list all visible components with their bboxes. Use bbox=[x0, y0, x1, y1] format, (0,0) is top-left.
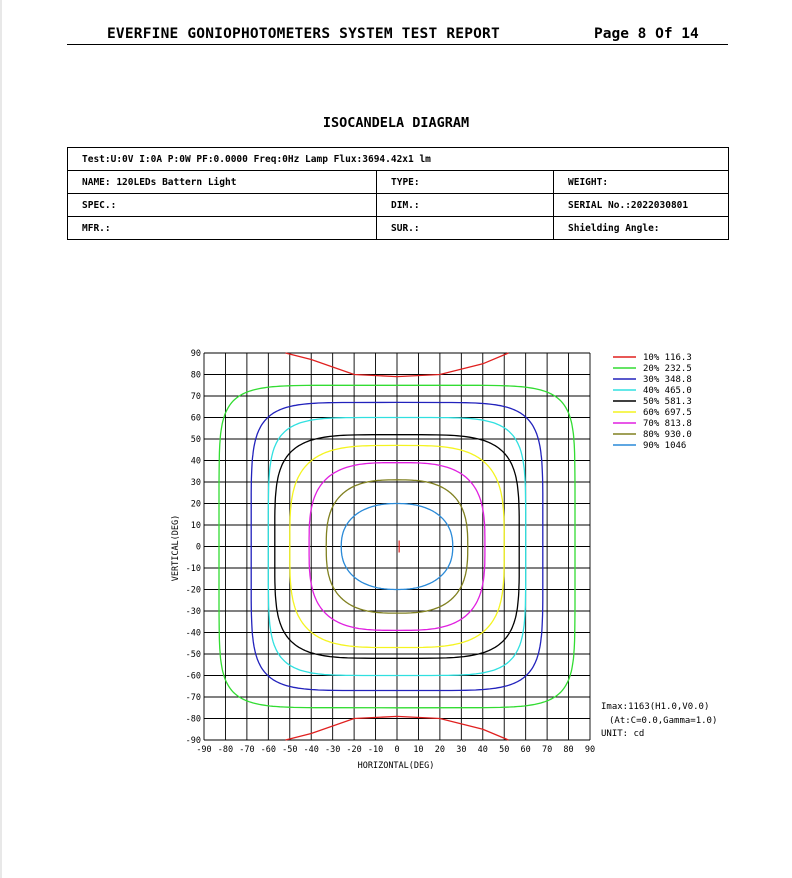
page-number: Page 8 Of 14 bbox=[594, 26, 699, 42]
legend-label-50pct: 50% 581.3 bbox=[643, 397, 692, 407]
x-tick-label: -20 bbox=[346, 745, 362, 755]
serial-number: SERIAL No.:2022030801 bbox=[554, 194, 729, 217]
y-tick-label: -60 bbox=[185, 671, 201, 682]
x-tick-label: -50 bbox=[282, 745, 298, 755]
imax-note: Imax:1163(H1.0,V0.0) bbox=[601, 702, 710, 712]
x-tick-label: -70 bbox=[239, 745, 255, 755]
lamp-type: TYPE: bbox=[377, 171, 554, 194]
y-tick-label: -70 bbox=[185, 693, 201, 703]
manufacturer: MFR.: bbox=[68, 217, 377, 240]
y-tick-label: 40 bbox=[190, 456, 201, 467]
y-tick-label: 20 bbox=[190, 499, 201, 510]
x-tick-label: -80 bbox=[217, 745, 234, 755]
y-tick-label: -20 bbox=[185, 585, 201, 596]
y-tick-label: -90 bbox=[185, 736, 201, 746]
condition-note: (At:C=0.0,Gamma=1.0) bbox=[609, 716, 718, 726]
lamp-name: NAME: 120LEDs Battern Light bbox=[68, 171, 377, 194]
legend-label-70pct: 70% 813.8 bbox=[643, 419, 692, 429]
chart-legend bbox=[613, 353, 692, 451]
y-tick-label: 0 bbox=[195, 542, 201, 553]
chart-grid bbox=[204, 353, 590, 740]
shielding-angle: Shielding Angle: bbox=[554, 217, 729, 240]
x-tick-label: -90 bbox=[196, 745, 212, 755]
x-tick-label: 70 bbox=[541, 745, 553, 755]
legend-label-10pct: 10% 116.3 bbox=[643, 353, 692, 363]
x-tick-label: 60 bbox=[520, 745, 531, 755]
y-tick-label: -10 bbox=[185, 564, 201, 574]
y-tick-label: -40 bbox=[185, 628, 201, 639]
x-tick-label: -30 bbox=[324, 745, 341, 755]
y-tick-label: -80 bbox=[185, 714, 201, 725]
y-tick-label: -50 bbox=[185, 650, 201, 660]
x-tick-label: 40 bbox=[477, 745, 488, 755]
x-axis-label: HORIZONTAL(DEG) bbox=[357, 761, 435, 771]
x-tick-label: -40 bbox=[303, 745, 319, 755]
y-tick-label: 60 bbox=[190, 413, 201, 424]
y-axis-label: VERTICAL(DEG) bbox=[171, 514, 181, 582]
y-tick-label: -30 bbox=[185, 607, 201, 617]
legend-label-90pct: 90% 1046 bbox=[643, 441, 687, 451]
lamp-sur: SUR.: bbox=[377, 217, 554, 240]
y-tick-label: 80 bbox=[190, 370, 201, 381]
report-title: EVERFINE GONIOPHOTOMETERS SYSTEM TEST REPORT bbox=[107, 26, 500, 42]
legend-label-80pct: 80% 930.0 bbox=[643, 430, 692, 440]
unit-note: UNIT: cd bbox=[601, 729, 645, 739]
x-tick-label: 0 bbox=[394, 745, 400, 755]
legend-label-60pct: 60% 697.5 bbox=[643, 408, 692, 418]
y-tick-label: 50 bbox=[190, 435, 201, 445]
y-tick-label: 70 bbox=[190, 392, 201, 402]
x-tick-label: 80 bbox=[563, 745, 574, 755]
diagram-title: ISOCANDELA DIAGRAM bbox=[322, 115, 470, 131]
lamp-spec: SPEC.: bbox=[68, 194, 377, 217]
lamp-weight: WEIGHT: bbox=[554, 171, 729, 194]
legend-label-20pct: 20% 232.5 bbox=[643, 364, 692, 374]
legend-label-30pct: 30% 348.8 bbox=[643, 375, 692, 385]
x-tick-label: 50 bbox=[499, 745, 510, 755]
test-conditions: Test:U:0V I:0A P:0W PF:0.0000 Freq:0Hz Lamp Flux:3694.42x1 lm bbox=[68, 148, 729, 171]
y-tick-label: 10 bbox=[190, 521, 201, 531]
legend-label-40pct: 40% 465.0 bbox=[643, 386, 692, 396]
x-tick-label: -60 bbox=[260, 745, 277, 755]
lamp-dim: DIM.: bbox=[377, 194, 554, 217]
y-tick-label: 30 bbox=[190, 478, 201, 488]
x-tick-label: -10 bbox=[367, 745, 384, 755]
x-tick-label: 10 bbox=[413, 745, 424, 755]
x-tick-label: 90 bbox=[584, 745, 596, 755]
x-tick-label: 30 bbox=[456, 745, 467, 755]
y-tick-label: 90 bbox=[190, 349, 201, 359]
x-tick-label: 20 bbox=[434, 745, 446, 755]
